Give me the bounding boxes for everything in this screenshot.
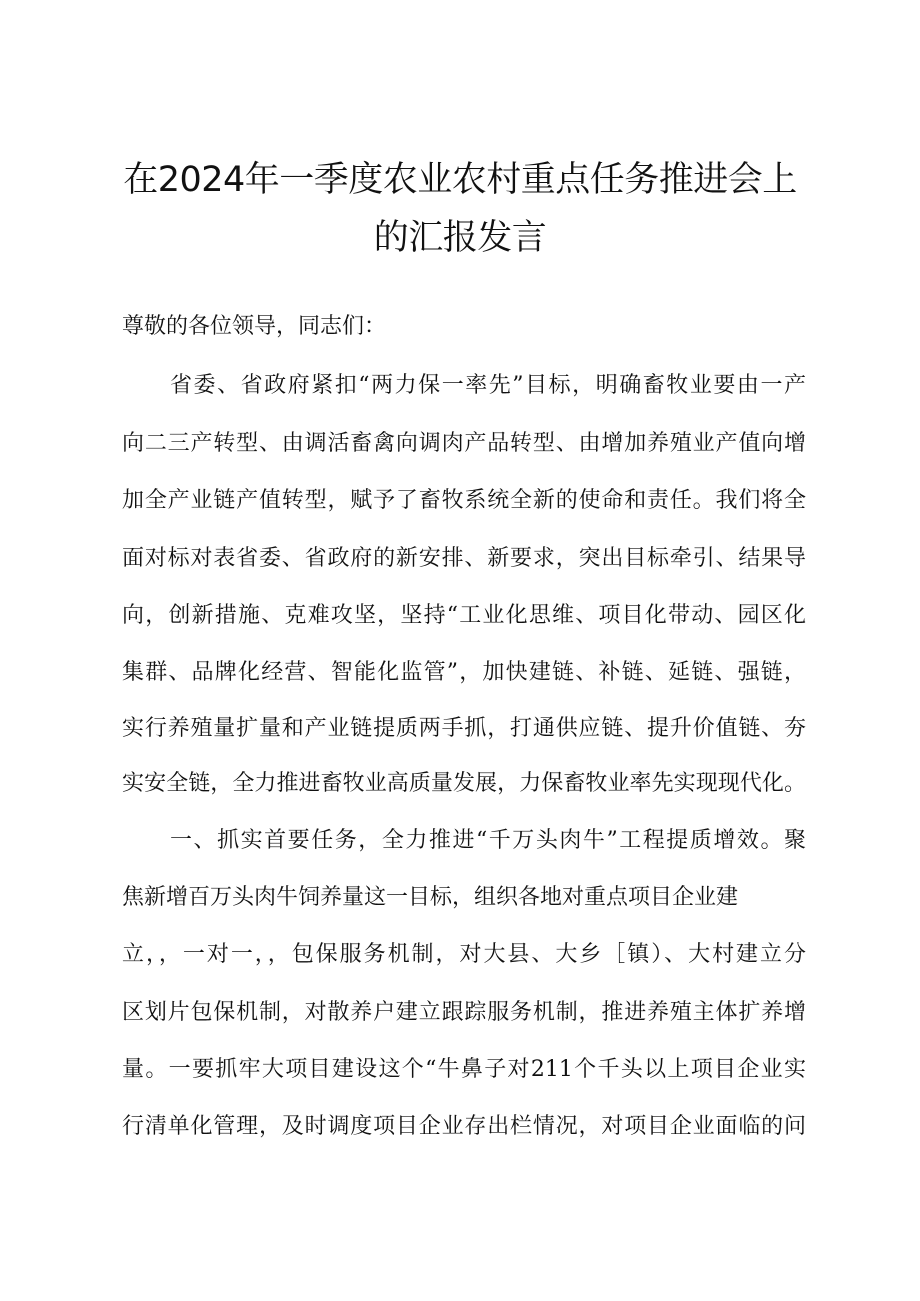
paragraph-2-line-1: 一、抓实首要任务，全力推进“千万头肉牛”工程提质增效。聚	[170, 828, 806, 853]
paragraph-2-line-5: 量。一要抓牢大项目建设这个“牛鼻子对211个千头以上项目企业实	[122, 1057, 806, 1082]
paragraph-2-line-2: 焦新增百万头肉牛饲养量这一目标，组织各地对重点项目企业建	[122, 885, 739, 910]
paragraph-1-line-7: 实行养殖量扩量和产业链提质两手抓，打通供应链、提升价值链、夯	[122, 716, 806, 741]
paragraph-2-line-4: 区划片包保机制，对散养户建立跟踪服务机制，推进养殖主体扩养增	[122, 1000, 806, 1025]
paragraph-1-line-4: 面对标对表省委、省政府的新安排、新要求，突出目标牵引、结果导	[122, 546, 806, 571]
paragraph-2-line-6: 行清单化管理，及时调度项目企业存出栏情况，对项目企业面临的问	[122, 1114, 806, 1139]
document-title-line-2: 的汇报发言	[373, 218, 547, 258]
paragraph-1-line-8: 实安全链，全力推进畜牧业高质量发展，力保畜牧业率先实现现代化。	[122, 771, 806, 796]
document-title-line-1: 在2024年一季度农业农村重点任务推进会上	[123, 160, 797, 200]
salutation: 尊敬的各位领导，同志们：	[122, 314, 387, 339]
paragraph-1-line-6: 集群、品牌化经营、智能化监管”，加快建链、补链、延链、强链，	[122, 660, 806, 685]
paragraph-1-line-2: 向二三产转型、由调活畜禽向调肉产品转型、由增加养殖业产值向增	[122, 431, 806, 456]
paragraph-1-line-5: 向，创新措施、克难攻坚，坚持“工业化思维、项目化带动、园区化	[122, 603, 806, 628]
paragraph-1-line-1: 省委、省政府紧扣“两力保一率先”目标，明确畜牧业要由一产	[170, 373, 806, 398]
paragraph-2-line-3: 立，，一对一，，包保服务机制，对大县、大乡［镇）、大村建立分	[122, 942, 806, 967]
paragraph-1-line-3: 加全产业链产值转型，赋予了畜牧系统全新的使命和责任。我们将全	[122, 488, 806, 513]
